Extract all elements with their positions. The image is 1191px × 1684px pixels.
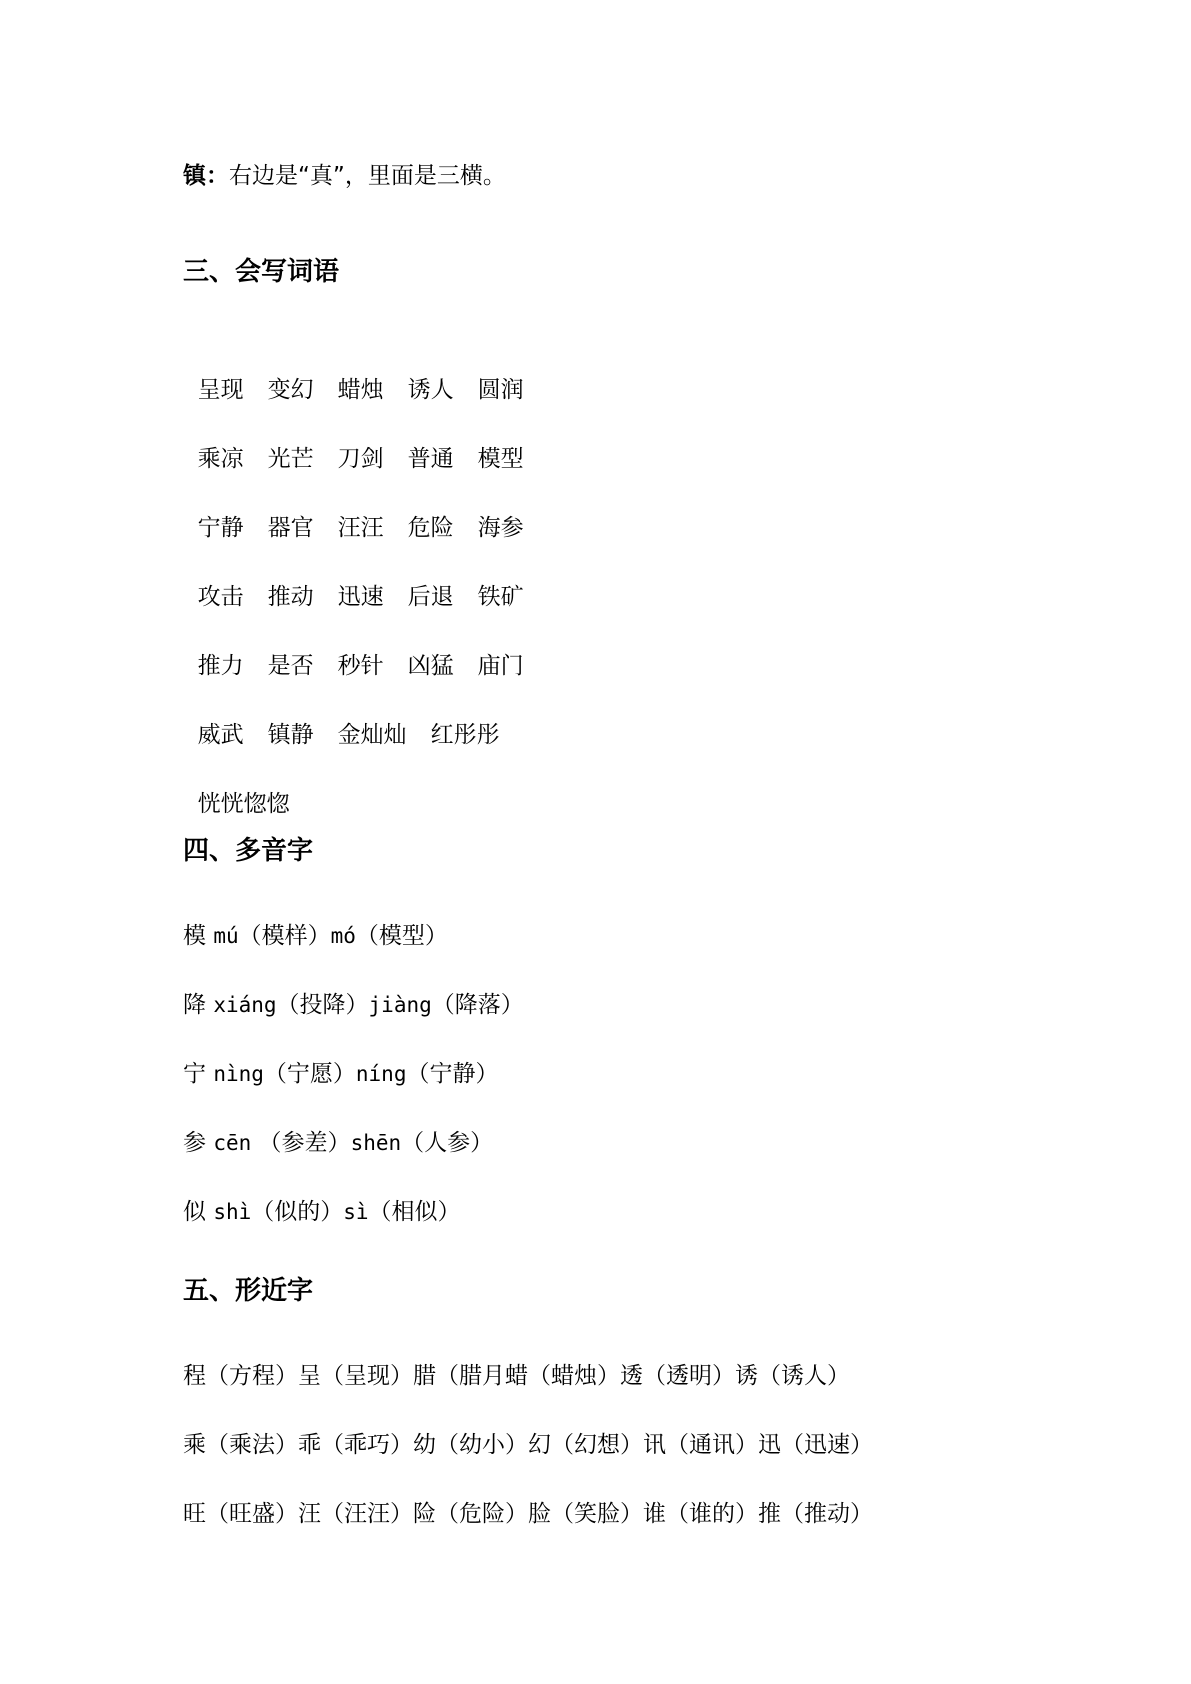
word: 诱人 — [407, 377, 454, 403]
word: 推动 — [267, 584, 314, 610]
polyphone-char: 降 — [183, 992, 206, 1018]
word: 镇静 — [267, 722, 314, 748]
example-word: （宁愿） — [263, 1061, 356, 1087]
word: 刀剑 — [337, 446, 384, 472]
example-word: （降落） — [431, 992, 524, 1018]
pinyin: sì — [343, 1200, 369, 1224]
word: 是否 — [267, 653, 314, 679]
polyphone-item — [183, 1196, 461, 1228]
pinyin: jiàng — [368, 993, 432, 1017]
word: 铁矿 — [477, 584, 524, 610]
word: 庙门 — [477, 653, 524, 679]
pinyin: nìng — [213, 1062, 264, 1086]
example-word: （相似） — [368, 1199, 461, 1225]
example-word: （参差） — [251, 1130, 351, 1156]
word: 威武 — [197, 722, 244, 748]
note-colon: ： — [206, 163, 229, 189]
word-row — [183, 342, 524, 406]
word: 圆润 — [477, 377, 524, 403]
example-word: （投降） — [276, 992, 369, 1018]
polyphone-item — [183, 920, 448, 952]
word: 凶猛 — [407, 653, 454, 679]
similar-chars-line: 旺（旺盛）汪（汪汪）险（危险）脸（笑脸）谁（谁的）推（推动） — [183, 1501, 873, 1527]
section-title-words: 三、会写词语 — [183, 257, 340, 287]
pinyin: shēn — [350, 1131, 402, 1155]
word-row — [183, 687, 500, 751]
pinyin: shì — [213, 1200, 252, 1224]
section-title-polyphones: 四、多音字 — [183, 836, 314, 866]
word: 汪汪 — [337, 515, 384, 541]
pinyin: xiáng — [213, 993, 277, 1017]
word: 模型 — [477, 446, 524, 472]
similar-chars-line: 乘（乘法）乖（乖巧）幼（幼小）幻（幻想）讯（通讯）迅（迅速） — [183, 1432, 873, 1458]
polyphone-item — [183, 1127, 493, 1159]
word: 海参 — [477, 515, 524, 541]
example-word: （似的） — [251, 1199, 344, 1225]
similar-chars-line: 程（方程）呈（呈现）腊（腊月蜡（蜡烛）透（透明）诱（诱人） — [183, 1363, 850, 1389]
word: 呈现 — [197, 377, 244, 403]
pinyin: cēn — [213, 1131, 252, 1155]
word: 后退 — [407, 584, 454, 610]
word: 推力 — [197, 653, 244, 679]
word-row — [183, 411, 524, 475]
pinyin: mú — [213, 924, 239, 948]
word-row — [183, 756, 290, 820]
word: 秒针 — [337, 653, 384, 679]
word: 普通 — [407, 446, 454, 472]
word: 变幻 — [267, 377, 314, 403]
word: 攻击 — [197, 584, 244, 610]
example-word: （模样） — [238, 923, 331, 949]
note-char: 镇 — [183, 163, 206, 189]
pinyin: níng — [355, 1062, 407, 1086]
word: 宁静 — [197, 515, 244, 541]
polyphone-char: 参 — [183, 1130, 206, 1156]
note-text: 右边是“真”，里面是三横。 — [229, 163, 506, 189]
word: 恍恍惚惚 — [197, 791, 290, 817]
example-word: （宁静） — [406, 1061, 499, 1087]
word-row — [183, 480, 524, 544]
word: 金灿灿 — [337, 722, 407, 748]
word: 器官 — [267, 515, 314, 541]
word: 光芒 — [267, 446, 314, 472]
word: 蜡烛 — [337, 377, 384, 403]
polyphone-char: 似 — [183, 1199, 206, 1225]
note-line — [183, 160, 506, 192]
word: 迅速 — [337, 584, 384, 610]
polyphone-item — [183, 989, 524, 1021]
polyphone-char: 宁 — [183, 1061, 206, 1087]
polyphone-item — [183, 1058, 498, 1090]
example-word: （人参） — [401, 1130, 494, 1156]
word-row — [183, 618, 524, 682]
example-word: （模型） — [355, 923, 448, 949]
section-title-similar-chars: 五、形近字 — [183, 1276, 314, 1306]
word: 红彤彤 — [430, 722, 500, 748]
polyphone-char: 模 — [183, 923, 206, 949]
word: 乘凉 — [197, 446, 244, 472]
pinyin: mó — [330, 924, 356, 948]
word-row — [183, 549, 524, 613]
word: 危险 — [407, 515, 454, 541]
